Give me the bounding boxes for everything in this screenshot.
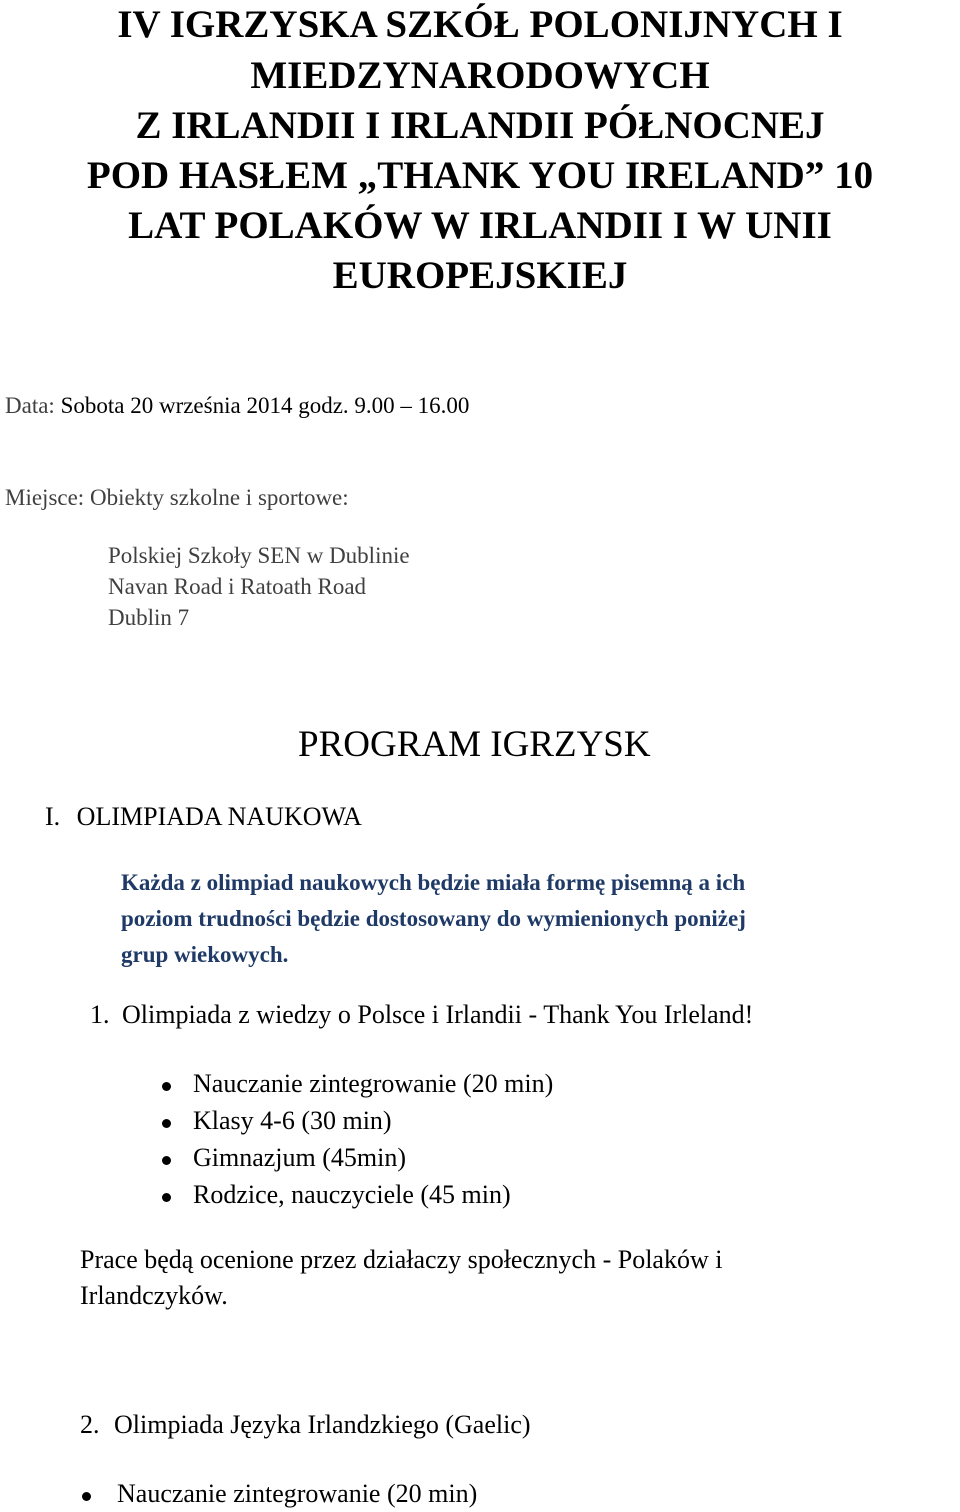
olympiad-2-list: [82, 1476, 477, 1512]
list-item-text: Gimnazjum (45min): [193, 1143, 407, 1172]
bullet-icon: [82, 1492, 91, 1501]
list-item: [162, 1177, 553, 1214]
bullet-icon: [162, 1119, 171, 1128]
section-numeral: I.: [45, 802, 61, 831]
date-label: Data:: [5, 393, 55, 418]
place-label: Miejsce:: [5, 485, 85, 510]
address-line: Dublin 7: [108, 605, 190, 630]
list-item-text: Rodzice, nauczyciele (45 min): [193, 1180, 511, 1209]
list-item: [162, 1103, 553, 1140]
address-line: Navan Road i Ratoath Road: [108, 574, 367, 599]
date-value: Sobota 20 września 2014 godz. 9.00 – 16.00: [60, 393, 470, 418]
list-item: [82, 1476, 477, 1512]
place-address: [108, 540, 410, 633]
place-line: [5, 482, 349, 514]
title-line: MIEDZYNARODOWYCH: [250, 54, 710, 97]
note-line: Prace będą ocenione przez działaczy społecznych - Polaków i: [80, 1245, 723, 1274]
intro-line: poziom trudności będzie dostosowany do wymienionych poniżej: [121, 906, 746, 931]
olympiad-title: Olimpiada Języka Irlandzkiego (Gaelic): [114, 1410, 531, 1439]
list-item: [162, 1140, 553, 1177]
olympiad-2-heading: [80, 1407, 531, 1443]
place-value: Obiekty szkolne i sportowe:: [89, 485, 349, 510]
title-line: IV IGRZYSKA SZKÓŁ POLONIJNYCH I: [117, 3, 843, 46]
list-item-text: Nauczanie zintegrowanie (20 min): [117, 1479, 478, 1508]
intro-line: Każda z olimpiad naukowych będzie miała formę pisemną a ich: [121, 870, 746, 895]
list-item-text: Nauczanie zintegrowanie (20 min): [193, 1069, 554, 1098]
olympiad-1-note: [80, 1242, 722, 1314]
address-line: Polskiej Szkoły SEN w Dublinie: [108, 543, 410, 568]
olympiad-number: 1.: [90, 1000, 110, 1029]
list-item-text: Klasy 4-6 (30 min): [193, 1106, 392, 1135]
olympiad-1-list: [162, 1066, 553, 1214]
title-line: LAT POLAKÓW W IRLANDII I W UNII: [128, 204, 832, 247]
section-title: OLIMPIADA NAUKOWA: [76, 802, 362, 831]
olympiad-title: Olimpiada z wiedzy o Polsce i Irlandii - Thank You Irleland!: [122, 1000, 754, 1029]
title-line: POD HASŁEM „THANK YOU IRELAND” 10: [86, 154, 874, 197]
bullet-icon: [162, 1193, 171, 1202]
list-item: [162, 1066, 553, 1103]
note-line: Irlandczyków.: [80, 1281, 228, 1310]
section-heading: [45, 800, 362, 834]
title-line: Z IRLANDII I IRLANDII PÓŁNOCNEJ: [135, 104, 825, 147]
intro-line: grup wiekowych.: [121, 942, 289, 967]
olympiad-number: 2.: [80, 1410, 100, 1439]
program-title: PROGRAM IGRZYSK: [298, 724, 651, 765]
bullet-icon: [162, 1082, 171, 1091]
bullet-icon: [162, 1156, 171, 1165]
olympiad-1-heading: [90, 997, 753, 1033]
title-line: EUROPEJSKIEJ: [332, 254, 628, 297]
date-line: [5, 390, 469, 422]
intro-paragraph: [121, 865, 746, 973]
